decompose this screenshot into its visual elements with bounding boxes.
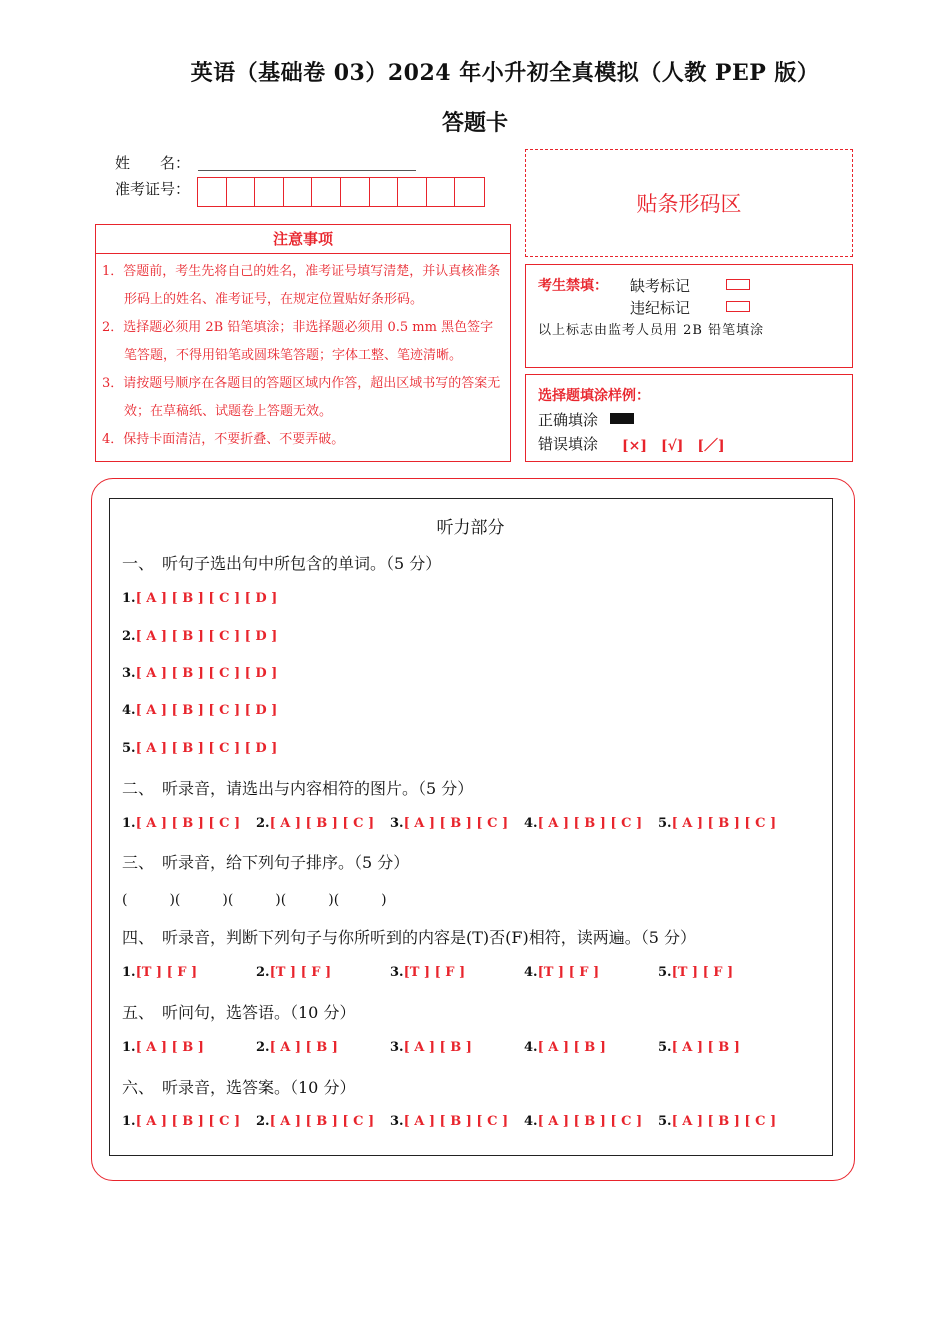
- exam-id-digit-box[interactable]: [370, 178, 399, 206]
- listening-title: 听力部分: [436, 518, 505, 538]
- section-3-title: 三、 听录音，给下列句子排序。（5 分）: [122, 853, 410, 872]
- section-2-title: 二、 听录音，请选出与内容相符的图片。（5 分）: [122, 779, 474, 798]
- question-4-1[interactable]: 1.[T ] [ F ]: [122, 965, 198, 980]
- correct-fill-label: 正确填涂: [538, 411, 599, 429]
- exam-id-digit-box[interactable]: [227, 178, 256, 206]
- fill-sample-panel: [525, 374, 853, 462]
- exam-id-digit-box[interactable]: [198, 178, 227, 206]
- question-1-2[interactable]: 2.[ A ] [ B ] [ C ] [ D ]: [122, 629, 278, 644]
- question-6-5[interactable]: 5.[ A ] [ B ] [ C ]: [658, 1114, 777, 1129]
- exam-id-digit-box[interactable]: [284, 178, 313, 206]
- question-5-2[interactable]: 2.[ A ] [ B ]: [256, 1040, 338, 1055]
- question-1-5[interactable]: 5.[ A ] [ B ] [ C ] [ D ]: [122, 741, 278, 756]
- notice-panel: [95, 224, 511, 462]
- barcode-label: 贴条形码区: [636, 192, 742, 216]
- exam-id-digit-box[interactable]: [455, 178, 484, 206]
- question-2-5[interactable]: 5.[ A ] [ B ] [ C ]: [658, 816, 777, 831]
- question-1-1[interactable]: 1.[ A ] [ B ] [ C ] [ D ]: [122, 591, 278, 606]
- question-6-1[interactable]: 1.[ A ] [ B ] [ C ]: [122, 1114, 241, 1129]
- question-5-3[interactable]: 3.[ A ] [ B ]: [390, 1040, 472, 1055]
- ordering-blanks[interactable]: ( )( )( )( )( ): [122, 892, 387, 908]
- question-4-4[interactable]: 4.[T ] [ F ]: [524, 965, 600, 980]
- forbid-note: 以上标志由监考人员用 2B 铅笔填涂: [538, 323, 765, 338]
- name-input-line[interactable]: [198, 170, 416, 171]
- question-2-4[interactable]: 4.[ A ] [ B ] [ C ]: [524, 816, 643, 831]
- barcode-area: [525, 149, 853, 257]
- question-4-3[interactable]: 3.[T ] [ F ]: [390, 965, 466, 980]
- question-5-5[interactable]: 5.[ A ] [ B ]: [658, 1040, 740, 1055]
- violation-mark-label: 违纪标记: [630, 299, 691, 317]
- question-5-1[interactable]: 1.[ A ] [ B ]: [122, 1040, 204, 1055]
- question-6-3[interactable]: 3.[ A ] [ B ] [ C ]: [390, 1114, 509, 1129]
- question-1-3[interactable]: 3.[ A ] [ B ] [ C ] [ D ]: [122, 666, 278, 681]
- name-label: 姓 名：: [115, 154, 191, 172]
- question-2-1[interactable]: 1.[ A ] [ B ] [ C ]: [122, 816, 241, 831]
- notice-item: 2．选择题必须用 2B 铅笔填涂；非选择题必须用 0.5 mm 黑色签字笔答题，不得用铅笔或圆珠笔答题；字体工整、笔迹清晰。: [102, 320, 494, 363]
- violation-mark-box[interactable]: [726, 301, 750, 312]
- notice-heading: 注意事项: [96, 225, 510, 254]
- section-4-title: 四、 听录音，判断下列句子与你所听到的内容是(T)否(F)相符，读两遍。（5 分）: [122, 928, 697, 947]
- exam-id-digit-box[interactable]: [427, 178, 456, 206]
- notice-item: 4．保持卡面清洁，不要折叠、不要弄破。: [102, 432, 345, 447]
- exam-id-digit-box[interactable]: [341, 178, 370, 206]
- page-subtitle: 答题卡: [441, 110, 508, 136]
- page-title: 英语（基础卷 03）2024 年小升初全真模拟（人教 PEP 版）: [190, 60, 820, 86]
- section-6-title: 六、 听录音，选答案。（10 分）: [122, 1078, 356, 1097]
- question-1-4[interactable]: 4.[ A ] [ B ] [ C ] [ D ]: [122, 703, 278, 718]
- question-6-2[interactable]: 2.[ A ] [ B ] [ C ]: [256, 1114, 375, 1129]
- absent-mark-box[interactable]: [726, 279, 750, 290]
- exam-id-label: 准考证号：: [115, 180, 191, 198]
- exam-id-digit-box[interactable]: [398, 178, 427, 206]
- forbid-label: 考生禁填：: [538, 278, 608, 294]
- exam-id-boxes[interactable]: [197, 177, 485, 207]
- wrong-fill-marks: [×] [√] [／]: [622, 438, 725, 454]
- question-5-4[interactable]: 4.[ A ] [ B ]: [524, 1040, 606, 1055]
- question-2-2[interactable]: 2.[ A ] [ B ] [ C ]: [256, 816, 375, 831]
- exam-id-digit-box[interactable]: [255, 178, 284, 206]
- question-4-5[interactable]: 5.[T ] [ F ]: [658, 965, 734, 980]
- question-4-2[interactable]: 2.[T ] [ F ]: [256, 965, 332, 980]
- wrong-fill-label: 错误填涂: [538, 435, 599, 453]
- sample-title: 选择题填涂样例：: [538, 388, 650, 404]
- question-2-3[interactable]: 3.[ A ] [ B ] [ C ]: [390, 816, 509, 831]
- exam-id-digit-box[interactable]: [312, 178, 341, 206]
- notice-item: 3．请按题号顺序在各题目的答题区域内作答，超出区域书写的答案无效；在草稿纸、试题卷上答题无效。: [102, 376, 501, 419]
- section-1-title: 一、 听句子选出句中所包含的单词。（5 分）: [122, 554, 442, 573]
- filled-mark-sample: [610, 413, 634, 424]
- forbid-panel: [525, 264, 853, 368]
- notice-item: 1．答题前，考生先将自己的姓名，准考证号填写清楚，并认真核准条形码上的姓名、准考证号，在规定位置贴好条形码。: [102, 264, 501, 307]
- listening-inner-frame: [109, 498, 833, 1156]
- section-5-title: 五、 听问句，选答语。（10 分）: [122, 1003, 356, 1022]
- absent-mark-label: 缺考标记: [630, 277, 691, 295]
- question-6-4[interactable]: 4.[ A ] [ B ] [ C ]: [524, 1114, 643, 1129]
